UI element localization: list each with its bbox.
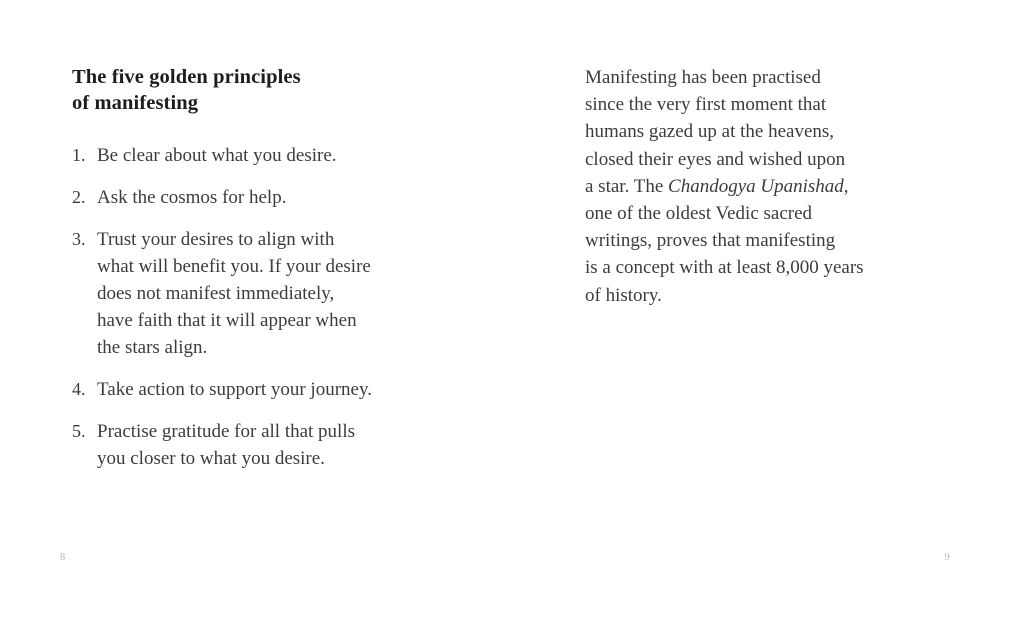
list-item-number: 4. <box>72 379 86 399</box>
list-item-number: 2. <box>72 187 86 207</box>
list-item <box>72 418 462 472</box>
right-page-content <box>585 64 945 309</box>
page-title <box>72 64 462 116</box>
paragraph-line-suffix: , <box>843 175 849 197</box>
list-item-text <box>97 142 462 169</box>
list-item-number: 1. <box>72 145 86 165</box>
paragraph-line-with-citation <box>585 173 945 200</box>
right-page <box>512 0 1024 619</box>
paragraph-line: writings, proves that manifesting <box>585 230 836 252</box>
paragraph-line: since the very first moment that <box>585 94 827 116</box>
list-item-line: Ask the cosmos for help. <box>97 187 287 208</box>
list-item-text <box>97 226 462 361</box>
page-number-left: 8 <box>60 552 66 563</box>
paragraph-line: of history. <box>585 284 662 306</box>
paragraph-line: is a concept with at least 8,000 years <box>585 257 864 279</box>
list-item-text <box>97 376 462 403</box>
list-item-line: Take action to support your journey. <box>97 379 372 400</box>
list-item-number: 3. <box>72 229 86 249</box>
principles-list <box>72 142 462 472</box>
list-item-number: 5. <box>72 421 86 441</box>
cited-work-title: Chandogya Upanishad <box>668 175 844 197</box>
list-item-line: what will benefit you. If your desire <box>97 256 371 277</box>
list-item-line: have faith that it will appear when <box>97 310 357 331</box>
left-page-content <box>72 64 462 472</box>
paragraph-line: one of the oldest Vedic sacred <box>585 203 813 225</box>
list-item-text <box>97 418 462 472</box>
body-paragraph <box>585 64 945 309</box>
page-number-right: 9 <box>944 552 950 563</box>
list-item-line: Practise gratitude for all that pulls <box>97 421 356 442</box>
list-item <box>72 376 462 403</box>
list-item <box>72 184 462 211</box>
list-item-line: you closer to what you desire. <box>97 448 325 469</box>
list-item-line: the stars align. <box>97 337 208 358</box>
list-item-line: Trust your desires to align with <box>97 229 335 250</box>
paragraph-line-prefix: a star. The <box>585 175 669 197</box>
list-item-line: Be clear about what you desire. <box>97 145 337 166</box>
list-item-text <box>97 184 462 211</box>
paragraph-line: closed their eyes and wished upon <box>585 148 846 170</box>
paragraph-line: Manifesting has been practised <box>585 67 821 88</box>
paragraph-line: humans gazed up at the heavens, <box>585 121 835 143</box>
list-item <box>72 142 462 169</box>
list-item <box>72 226 462 361</box>
page-title-line-2: of manifesting <box>72 92 199 114</box>
page-title-line-1: The five golden principles <box>72 66 301 88</box>
list-item-line: does not manifest immediately, <box>97 283 335 304</box>
